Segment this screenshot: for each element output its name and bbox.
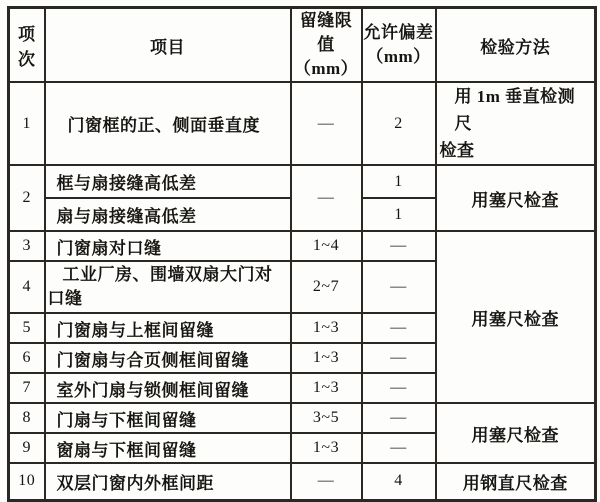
row2a-deviation: 1 xyxy=(362,165,436,198)
row7-deviation: — xyxy=(362,373,436,403)
row1-method-line2: 检查 xyxy=(439,141,475,160)
row1-method xyxy=(436,82,596,165)
rows8-9-method: 用塞尺检查 xyxy=(436,403,596,463)
header-deviation-title: 允许偏差 xyxy=(363,23,434,42)
row4-item-line1: 工业厂房、围墙双扇大门对 xyxy=(62,265,273,284)
row1-method-line1: 用 1m 垂直检测尺 xyxy=(454,87,576,133)
row9-deviation: — xyxy=(362,433,436,463)
row5-no: 5 xyxy=(9,313,45,343)
row5-deviation: — xyxy=(362,313,436,343)
table-row xyxy=(9,82,596,165)
row10-deviation: 4 xyxy=(362,463,436,500)
row4-no: 4 xyxy=(9,261,45,313)
row1-deviation: 2 xyxy=(362,82,436,165)
row2-method: 用塞尺检查 xyxy=(436,165,596,231)
header-gap-limit-unit: （mm） xyxy=(293,59,359,78)
tolerance-table xyxy=(7,6,597,502)
row10-item: 双层门窗内外框间距 xyxy=(45,463,291,500)
table-row xyxy=(9,165,596,198)
row8-no: 8 xyxy=(9,403,45,433)
table-row xyxy=(9,231,596,261)
row2-no: 2 xyxy=(9,165,45,231)
header-method: 检验方法 xyxy=(436,8,596,83)
row5-item: 门窗扇与上框间留缝 xyxy=(45,313,291,343)
row3-deviation: — xyxy=(362,231,436,261)
row1-no: 1 xyxy=(9,82,45,165)
row3-item: 门窗扇对口缝 xyxy=(45,231,291,261)
row7-gap: 1~3 xyxy=(291,373,362,403)
table-row xyxy=(9,463,596,500)
header-gap-limit xyxy=(291,8,362,83)
row4-item xyxy=(45,261,291,313)
header-item: 项目 xyxy=(45,8,291,83)
row9-no: 9 xyxy=(9,433,45,463)
row3-no: 3 xyxy=(9,231,45,261)
row2-gap: — xyxy=(291,165,362,231)
row8-gap: 3~5 xyxy=(291,403,362,433)
row5-gap: 1~3 xyxy=(291,313,362,343)
row4-gap: 2~7 xyxy=(291,261,362,313)
table-row xyxy=(9,403,596,433)
row10-method: 用钢直尺检查 xyxy=(436,463,596,500)
header-gap-limit-title: 留缝限值 xyxy=(299,11,353,54)
row10-gap: — xyxy=(291,463,362,500)
row7-item: 室外门扇与锁侧框间留缝 xyxy=(45,373,291,403)
header-deviation-unit: （mm） xyxy=(366,47,431,66)
header-item-no: 项次 xyxy=(9,8,45,83)
row8-deviation: — xyxy=(362,403,436,433)
row9-gap: 1~3 xyxy=(291,433,362,463)
row1-item: 门窗框的正、侧面垂直度 xyxy=(45,82,291,165)
row6-item: 门窗扇与合页侧框间留缝 xyxy=(45,343,291,373)
row6-gap: 1~3 xyxy=(291,343,362,373)
rows3-7-method: 用塞尺检查 xyxy=(436,231,596,403)
row2b-item: 扇与扇接缝高低差 xyxy=(45,198,291,231)
row8-item: 门扇与下框间留缝 xyxy=(45,403,291,433)
row2a-item: 框与扇接缝高低差 xyxy=(45,165,291,198)
row3-gap: 1~4 xyxy=(291,231,362,261)
row4-item-line2: 口缝 xyxy=(47,289,83,308)
row10-no: 10 xyxy=(9,463,45,500)
table-header-row xyxy=(9,8,596,83)
row2b-deviation: 1 xyxy=(362,198,436,231)
row6-no: 6 xyxy=(9,343,45,373)
header-deviation xyxy=(362,8,436,83)
row6-deviation: — xyxy=(362,343,436,373)
row1-gap: — xyxy=(291,82,362,165)
row7-no: 7 xyxy=(9,373,45,403)
row4-deviation: — xyxy=(362,261,436,313)
row9-item: 窗扇与下框间留缝 xyxy=(45,433,291,463)
